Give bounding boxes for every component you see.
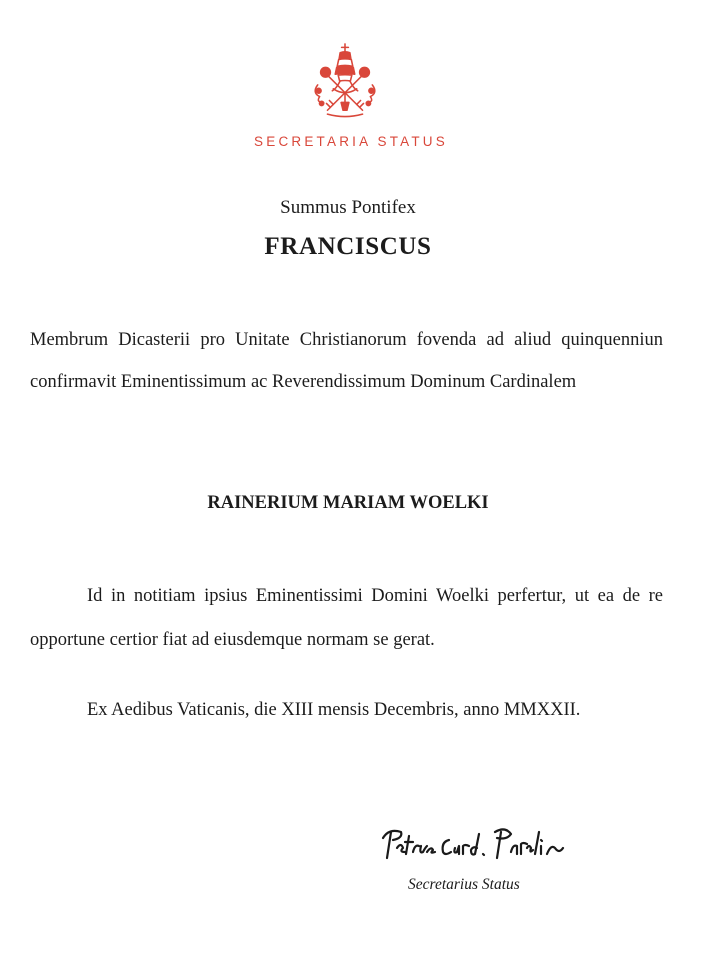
office-title: SECRETARIA STATUS [254, 134, 448, 149]
body-paragraph-2: Id in notitiam ipsius Eminentissimi Domini Woelki perfertur, ut ea de re opportune certior fiat ad eiusdemque normam se gerat. [30, 586, 663, 650]
papal-coat-of-arms-icon [306, 42, 384, 120]
pope-name: FRANCISCUS [264, 233, 432, 260]
handwritten-signature [375, 818, 567, 868]
signer-title: Secretarius Status [408, 876, 520, 893]
appointee-name: RAINERIUM MARIAM WOELKI [207, 493, 489, 513]
subtitle: Summus Pontifex [280, 197, 416, 218]
body-paragraph-1: Membrum Dicasterii pro Unitate Christianorum fovenda ad aliud quinquenniun confirmavit Eminentissimum ac Reverendissimum Dominum Cardinalem [30, 330, 663, 392]
dateline: Ex Aedibus Vaticanis, die XIII mensis Decembris, anno MMXXII. [87, 700, 581, 720]
